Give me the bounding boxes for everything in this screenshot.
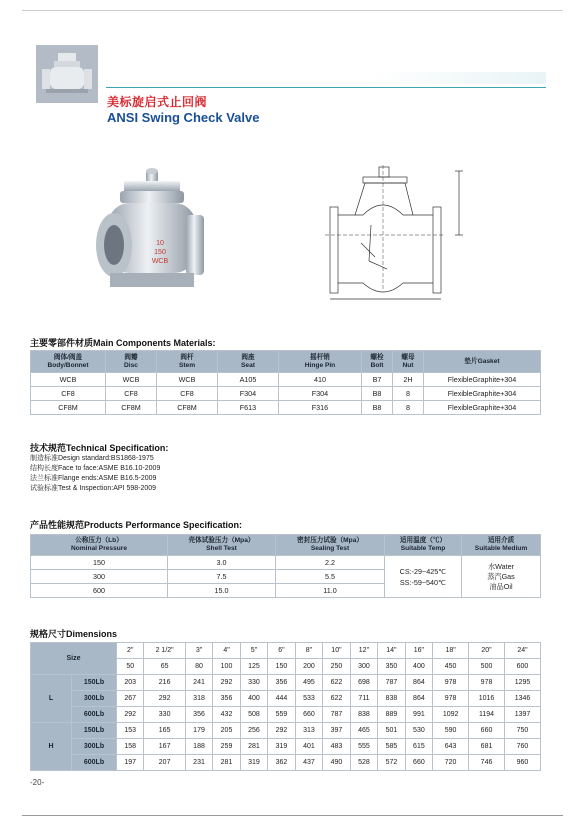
dimension-value-cell: 643 [433,739,469,755]
dimension-value-cell: 444 [268,691,295,707]
dimension-value-cell: 259 [213,739,240,755]
dimensions-section-title: 规格尺寸Dimensions [30,629,118,639]
dimension-value-cell: 681 [469,739,505,755]
photo-marking-3: WCB [151,258,169,265]
perf-header-shell-test: 壳体试验压力（Mpa） Shell Test [168,535,276,556]
dimension-value-cell: 153 [117,723,144,739]
components-section-title: 主要零部件材质Main Components Materials: [30,338,216,348]
dimension-value-cell: 483 [323,739,350,755]
dimension-value-cell: 432 [213,707,240,723]
dimension-value-cell: 508 [240,707,267,723]
table-row: CF8M CF8M CF8M F613 F316 B8 8 FlexibleGraphite+304 [31,401,541,415]
size-header: Size [31,643,117,675]
dimension-value-cell: 991 [405,707,432,723]
comp-header-bolt: 螺栓 Bolt [362,351,393,373]
dimension-value-cell: 165 [144,723,185,739]
spec-face-to-face: 结构长度Face to face:ASME B16.10-2009 [30,465,161,472]
dimension-value-cell: 889 [378,707,405,723]
dimension-value-cell: 401 [295,739,322,755]
dimension-value-cell: 1397 [504,707,540,723]
table-row [31,675,541,691]
dimension-group-h: H [31,723,72,771]
pressure-class-cell: 600Lb [72,707,117,723]
table-row: 600 15.0 11.0 [31,584,541,598]
dimension-value-cell: 356 [185,707,212,723]
dimension-value-cell: 660 [405,755,432,771]
dimension-value-cell: 746 [469,755,505,771]
dn-size-cell: 200 [295,659,322,675]
dimension-value-cell: 158 [117,739,144,755]
dimension-value-cell: 528 [350,755,377,771]
dimension-value-cell: 622 [323,691,350,707]
comp-header-stem: 阀杆 Stem [157,351,218,373]
table-row [31,691,541,707]
spec-design-standard: 制造标准Design standard:BS1868-1975 [30,455,154,462]
dimension-value-cell: 960 [504,755,540,771]
dimension-value-cell: 978 [469,675,505,691]
table-row: CF8 CF8 CF8 F304 F304 B8 8 FlexibleGraphite+304 [31,387,541,401]
dimension-value-cell: 490 [323,755,350,771]
dimension-value-cell: 1016 [469,691,505,707]
dimension-value-cell: 838 [350,707,377,723]
dimension-value-cell: 292 [268,723,295,739]
dn-size-cell: 150 [268,659,295,675]
perf-header-sealing-test: 密封压力试验（Mpa） Sealing Test [276,535,385,556]
dimension-value-cell: 530 [405,723,432,739]
dimension-value-cell: 318 [185,691,212,707]
spec-flange-ends: 法兰标准Flange ends:ASME B16.5-2009 [30,475,157,482]
dimension-value-cell: 167 [144,739,185,755]
comp-header-body: 阀体/阀盖 Body/Bonnet [31,351,106,373]
dimension-value-cell: 572 [378,755,405,771]
inch-size-cell: 6" [268,643,295,659]
dn-size-cell: 100 [213,659,240,675]
dimension-value-cell: 1346 [504,691,540,707]
comp-header-gasket: 垫片Gasket [424,351,541,373]
table-row [31,739,541,755]
dimension-value-cell: 585 [378,739,405,755]
dn-size-cell: 65 [144,659,185,675]
dn-size-cell: 450 [433,659,469,675]
table-row: WCB WCB WCB A105 410 B7 2H FlexibleGraphite+304 [31,373,541,387]
perf-medium-cell: 水Water 蒸汽Gas 油品Oil [462,556,541,598]
top-rule [22,10,563,11]
perf-header-suitable-medium: 适用介质 Suitable Medium [462,535,541,556]
dn-size-cell: 500 [469,659,505,675]
dimension-value-cell: 179 [185,723,212,739]
dimension-value-cell: 533 [295,691,322,707]
dimension-value-cell: 330 [240,675,267,691]
dimension-value-cell: 660 [295,707,322,723]
inch-size-cell: 4" [213,643,240,659]
page-number: -20- [30,778,45,787]
dimension-value-cell: 501 [378,723,405,739]
inch-size-cell: 14" [378,643,405,659]
components-table [30,350,541,415]
dimension-value-cell: 760 [504,739,540,755]
dimension-value-cell: 197 [117,755,144,771]
dimension-group-l: L [31,675,72,723]
dimension-value-cell: 356 [213,691,240,707]
comp-header-hinge-pin: 摇杆销 Hinge Pin [279,351,362,373]
comp-header-seat: 阀座 Seat [218,351,279,373]
table-row [31,707,541,723]
dimension-value-cell: 559 [268,707,295,723]
dn-size-cell: 125 [240,659,267,675]
spec-test-inspection: 试验标准Test & Inspection:API 598-2009 [30,485,157,492]
bottom-rule [22,815,563,816]
dimension-value-cell: 660 [469,723,505,739]
dimension-value-cell: 864 [405,691,432,707]
inch-size-cell: 18" [433,643,469,659]
dimension-value-cell: 978 [433,691,469,707]
dimension-value-cell: 188 [185,739,212,755]
dimension-value-cell: 787 [323,707,350,723]
dimension-value-cell: 292 [117,707,144,723]
dimension-value-cell: 1092 [433,707,469,723]
dimension-value-cell: 555 [350,739,377,755]
inch-size-cell: 5" [240,643,267,659]
inch-size-cell: 16" [405,643,432,659]
dimension-value-cell: 720 [433,755,469,771]
dimension-value-cell: 281 [240,739,267,755]
valve-thumbnail-image [36,45,98,103]
dn-size-cell: 80 [185,659,212,675]
inch-size-cell: 2" [117,643,144,659]
dimension-value-cell: 1295 [504,675,540,691]
photo-marking-1: 10 [156,240,164,247]
dimensions-table [30,642,541,771]
inch-size-cell: 8" [295,643,322,659]
inch-size-cell: 3" [185,643,212,659]
dimension-value-cell: 465 [350,723,377,739]
dn-size-cell: 600 [504,659,540,675]
dn-size-cell: 50 [117,659,144,675]
pressure-class-cell: 300Lb [72,691,117,707]
pressure-class-cell: 300Lb [72,739,117,755]
perf-header-nominal-pressure: 公称压力（Lb） Nominal Pressure [31,535,168,556]
photo-marking-2: 150 [154,249,166,256]
performance-section-title: 产品性能规范Products Performance Specification: [30,520,243,530]
comp-header-disc: 阀瓣 Disc [106,351,157,373]
dn-size-cell: 300 [350,659,377,675]
dimension-value-cell: 319 [268,739,295,755]
header-accent-line [106,87,546,88]
dimension-value-cell: 313 [295,723,322,739]
dimension-value-cell: 978 [433,675,469,691]
inch-size-cell: 2 1/2" [144,643,185,659]
dimension-value-cell: 267 [117,691,144,707]
dimension-value-cell: 362 [268,755,295,771]
dimension-value-cell: 319 [240,755,267,771]
pressure-class-cell: 150Lb [72,723,117,739]
inch-size-cell: 24" [504,643,540,659]
dimension-value-cell: 256 [240,723,267,739]
dn-size-cell: 350 [378,659,405,675]
dimension-value-cell: 281 [213,755,240,771]
dimension-value-cell: 292 [144,691,185,707]
dimension-value-cell: 207 [144,755,185,771]
table-row [31,723,541,739]
perf-header-suitable-temp: 适用温度（℃） Suitable Temp [385,535,462,556]
dimension-value-cell: 397 [323,723,350,739]
dimension-value-cell: 241 [185,675,212,691]
dimension-value-cell: 400 [240,691,267,707]
dimension-value-cell: 495 [295,675,322,691]
dimension-value-cell: 1194 [469,707,505,723]
dimension-value-cell: 698 [350,675,377,691]
dimension-value-cell: 615 [405,739,432,755]
pressure-class-cell: 600Lb [72,755,117,771]
table-row: 300 7.5 5.5 [31,570,541,584]
valve-photo [90,165,230,305]
dimension-value-cell: 437 [295,755,322,771]
dimension-value-cell: 750 [504,723,540,739]
dimension-value-cell: 216 [144,675,185,691]
dimension-value-cell: 590 [433,723,469,739]
tech-spec-list [30,454,160,494]
title-english: ANSI Swing Check Valve [107,110,260,125]
dimension-value-cell: 292 [213,675,240,691]
dimension-value-cell: 330 [144,707,185,723]
inch-size-cell: 10" [323,643,350,659]
tech-spec-section-title: 技术规范Technical Specification: [30,443,169,453]
valve-technical-drawing [325,165,475,305]
title-chinese: 美标旋启式止回阀 [107,95,208,109]
dimension-value-cell: 864 [405,675,432,691]
perf-temp-cell: CS:-29~425℃ SS:-59~540℃ [385,556,462,598]
header-gradient-band [370,72,546,84]
inch-size-cell: 12" [350,643,377,659]
comp-header-nut: 螺母 Nut [393,351,424,373]
table-row [31,755,541,771]
dn-size-cell: 400 [405,659,432,675]
dimension-value-cell: 203 [117,675,144,691]
dimension-value-cell: 711 [350,691,377,707]
pressure-class-cell: 150Lb [72,675,117,691]
dimension-value-cell: 205 [213,723,240,739]
inch-size-cell: 20" [469,643,505,659]
dimension-value-cell: 838 [378,691,405,707]
performance-table [30,534,541,598]
dimension-value-cell: 787 [378,675,405,691]
table-row: 150 3.0 2.2 CS:-29~425℃ SS:-59~540℃ 水Water 蒸汽Gas 油品Oil [31,556,541,570]
dimension-value-cell: 231 [185,755,212,771]
dimension-value-cell: 622 [323,675,350,691]
dn-size-cell: 250 [323,659,350,675]
dimension-value-cell: 356 [268,675,295,691]
